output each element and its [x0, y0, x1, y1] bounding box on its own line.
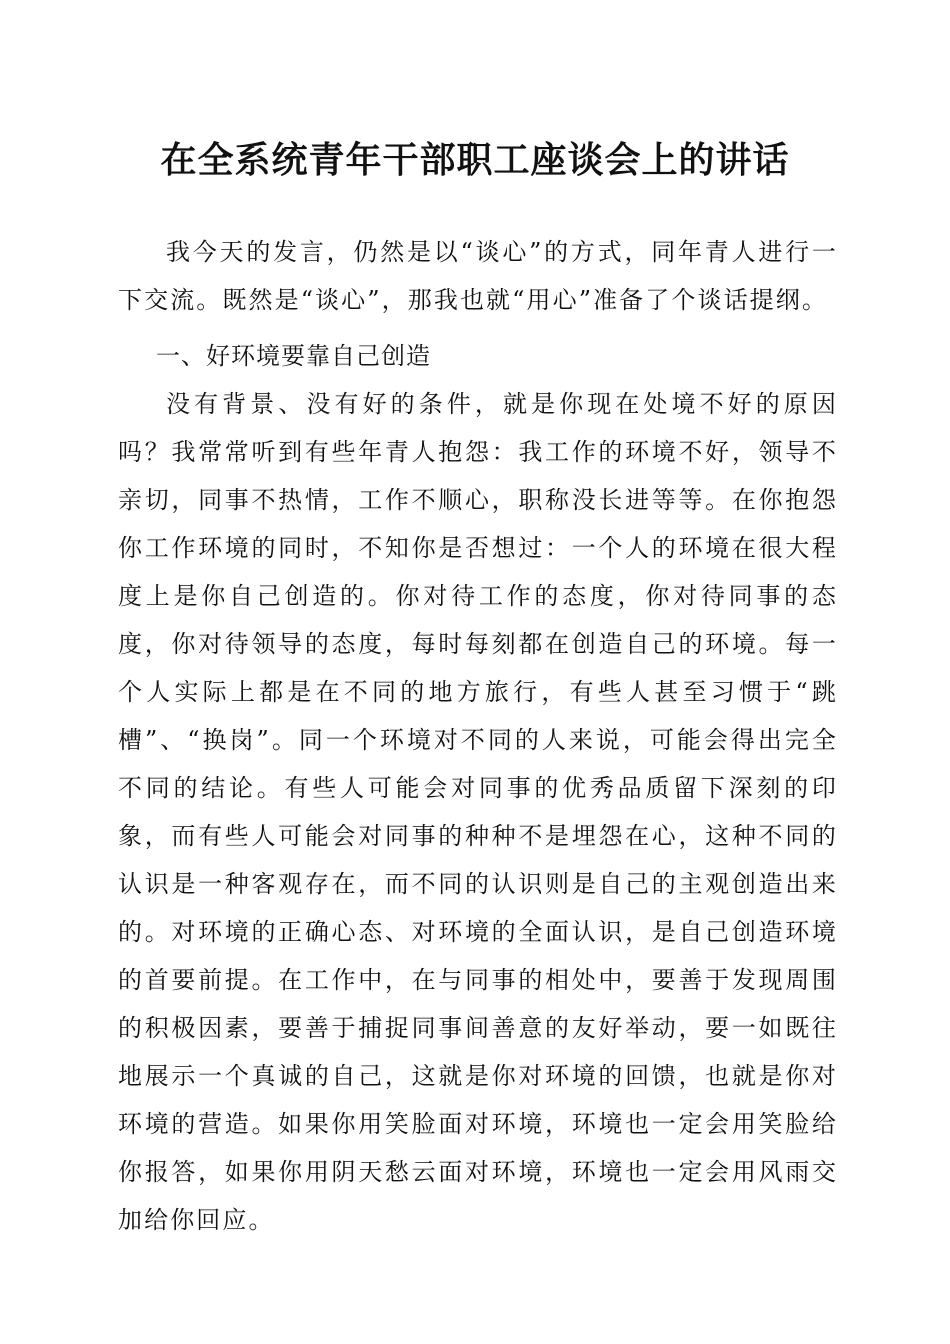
intro-paragraph: 我今天的发言，仍然是以“谈心”的方式，同年青人进行一下交流。既然是“谈心”，那我也就“用心”准备了个谈话提纲。: [118, 238, 838, 314]
section-paragraph: 没有背景、没有好的条件，就是你现在处境不好的原因吗？我常常听到有些年青人抱怨：我工作的环境不好，领导不亲切，同事不热情，工作不顺心，职称没长进等等。在你抱怨你工作环境的同时，不知你是否想过：一个人的环境在很大程度上是你自己创造的。你对待工作的态度，你对待同事的态度，你对待领导的态度，每时每刻都在创造自己的环境。每一个人实际上都是在不同的地方旅行，有些人甚至习惯于“跳槽”、“换岗”。同一个环境对不同的人来说，可能会得出完全不同的结论。有些人可能会对同事的优秀品质留下深刻的印象，而有些人可能会对同事的种种不是埋怨在心，这种不同的认识是一种客观存在，而不同的认识则是自己的主观创造出来的。对环境的正确心态、对环境的全面认识，是自己创造环境的首要前提。在工作中，在与同事的相处中，要善于发现周围的积极因素，要善于捕捉同事间善意的友好举动，要一如既往地展示一个真诚的自己，这就是你对环境的回馈，也就是你对环境的营造。如果你用笑脸面对环境，环境也一定会用笑脸给你报答，如果你用阴天愁云面对环境，环境也一定会用风雨交加给你回应。: [118, 390, 838, 1234]
document-body: [118, 228, 838, 1244]
section-heading: 一、好环境要靠自己创造: [156, 342, 431, 370]
document-title: 在全系统青年干部职工座谈会上的讲话: [160, 139, 790, 181]
